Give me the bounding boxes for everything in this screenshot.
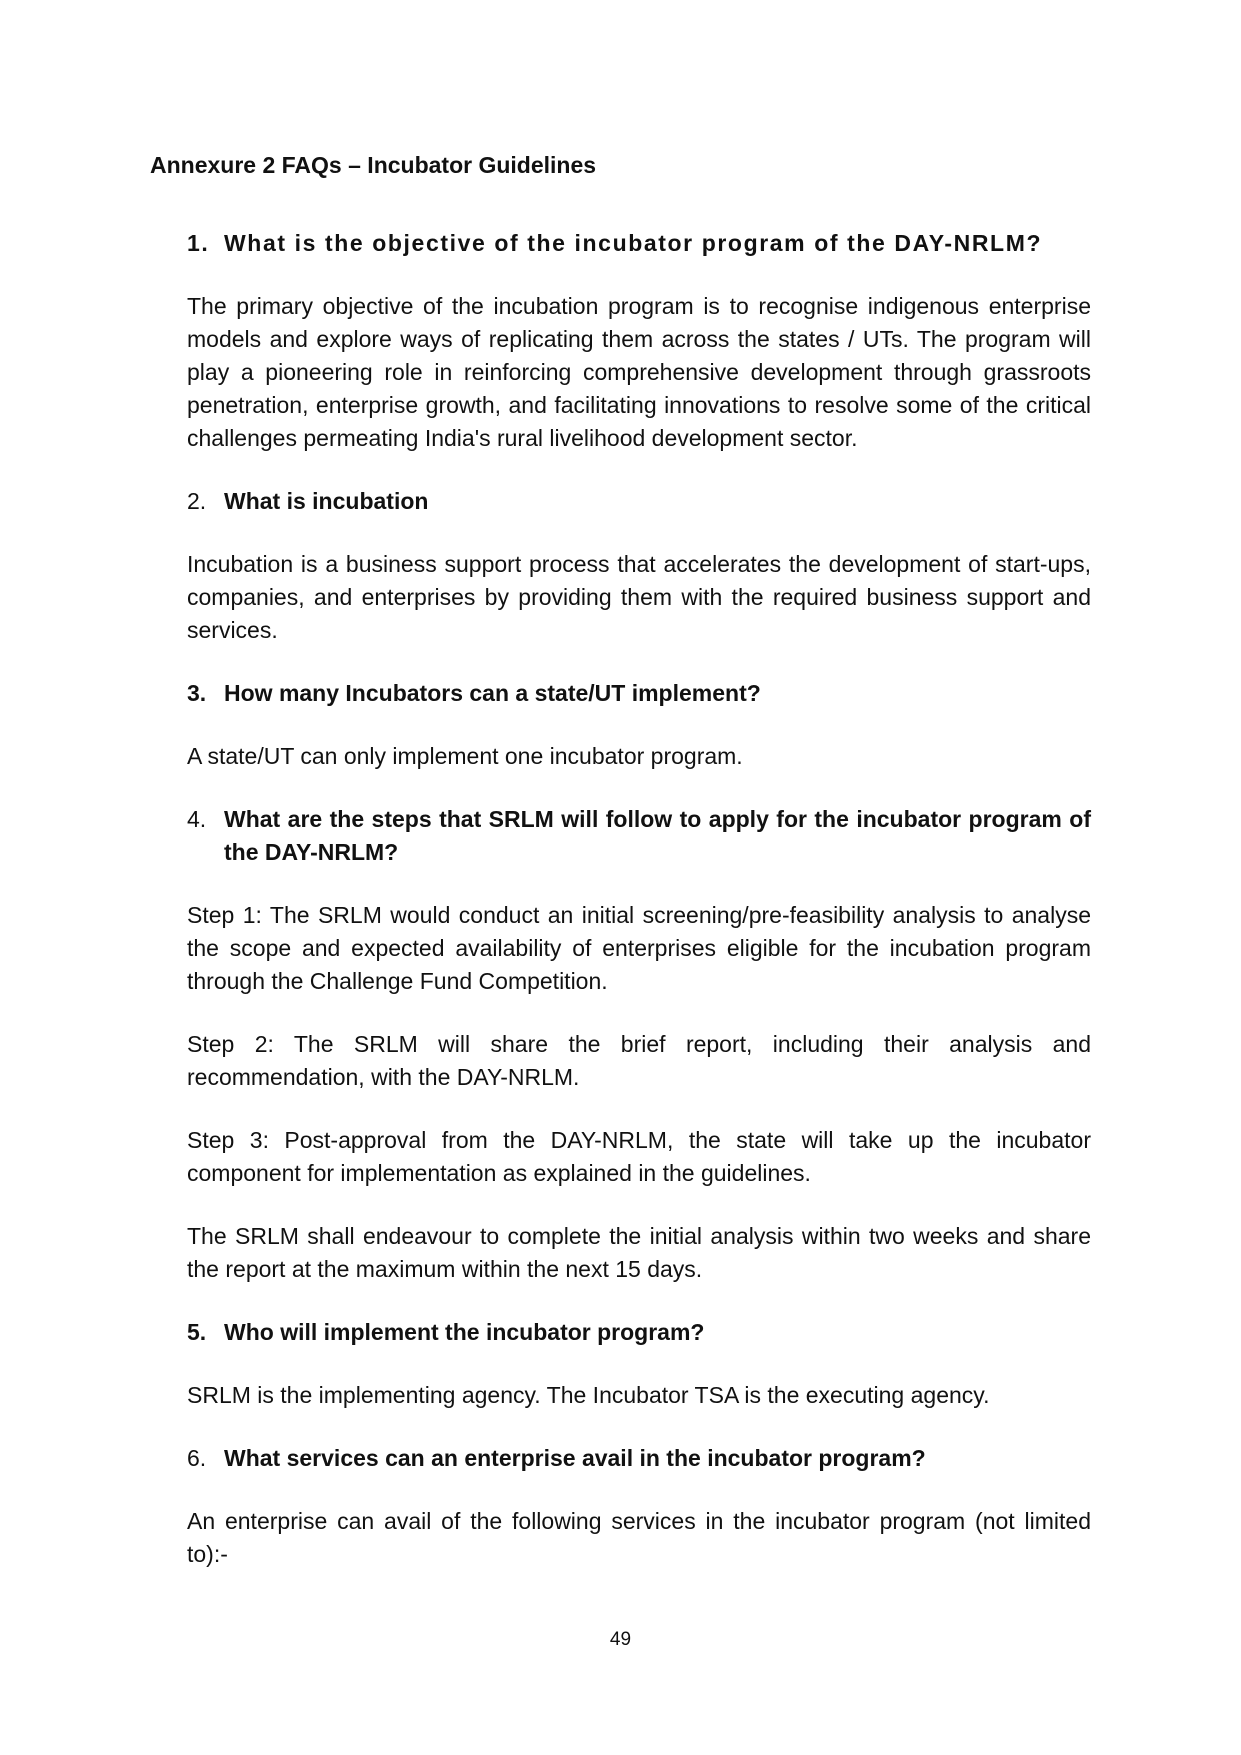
faq-number: 2.: [187, 488, 207, 514]
faq-number: 4.: [187, 806, 207, 832]
faq-question-text: What is incubation: [224, 488, 429, 514]
faq-question-6: [187, 1442, 1091, 1475]
faq-question-1: [187, 227, 1091, 260]
faq-number: 5.: [187, 1319, 207, 1345]
page-number: 49: [609, 1629, 632, 1650]
faq-question-3: [187, 677, 1091, 710]
faq-answer-4-step-2: Step 2: The SRLM will share the brief report, including their analysis and recommendation, with the DAY-NRLM.: [187, 1031, 1091, 1090]
faq-answer-5: SRLM is the implementing agency. The Incubator TSA is the executing agency.: [187, 1382, 990, 1408]
annexure-title: Annexure 2 FAQs – Incubator Guidelines: [150, 152, 597, 178]
faq-question-text: What are the steps that SRLM will follow to apply for the incubator program of the DAY-NRLM?: [224, 806, 1091, 865]
faq-list: [187, 227, 1091, 1571]
faq-answer-4-step-3: Step 3: Post-approval from the DAY-NRLM, the state will take up the incubator component for implementation as explained in the guidelines.: [187, 1127, 1091, 1186]
faq-question-2: [187, 485, 1091, 518]
faq-answer-4-note: The SRLM shall endeavour to complete the initial analysis within two weeks and share the report at the maximum within the next 15 days.: [187, 1223, 1091, 1282]
faq-answer-6: An enterprise can avail of the following services in the incubator program (not limited to):-: [187, 1508, 1091, 1567]
faq-number: 6.: [187, 1445, 207, 1471]
faq-answer-3: A state/UT can only implement one incubator program.: [187, 743, 743, 769]
faq-question-text: What services can an enterprise avail in the incubator program?: [224, 1445, 926, 1471]
faq-answer-4-step-1: Step 1: The SRLM would conduct an initial screening/pre-feasibility analysis to analyse the scope and expected availability of enterprises eligible for the incubation program through the Challenge Fund Competition.: [187, 902, 1091, 994]
faq-question-text: Who will implement the incubator program?: [224, 1319, 705, 1345]
faq-question-text: How many Incubators can a state/UT implement?: [224, 680, 761, 706]
faq-question-text: What is the objective of the incubator program of the DAY-NRLM?: [224, 230, 1043, 256]
faq-answer-1: The primary objective of the incubation program is to recognise indigenous enterprise models and explore ways of replicating them across the states / UTs. The program will play a pioneering role in reinforcing comprehensive development through grassroots penetration, enterprise growth, and facilitating innovations to resolve some of the critical challenges permeating India's rural livelihood development sector.: [187, 293, 1091, 451]
faq-answer-2: Incubation is a business support process that accelerates the development of start-ups, companies, and enterprises by providing them with the required business support and services.: [187, 551, 1091, 643]
faq-question-5: [187, 1316, 1091, 1349]
faq-number: 1.: [187, 230, 210, 256]
faq-number: 3.: [187, 680, 207, 706]
faq-question-4: [187, 803, 1091, 869]
